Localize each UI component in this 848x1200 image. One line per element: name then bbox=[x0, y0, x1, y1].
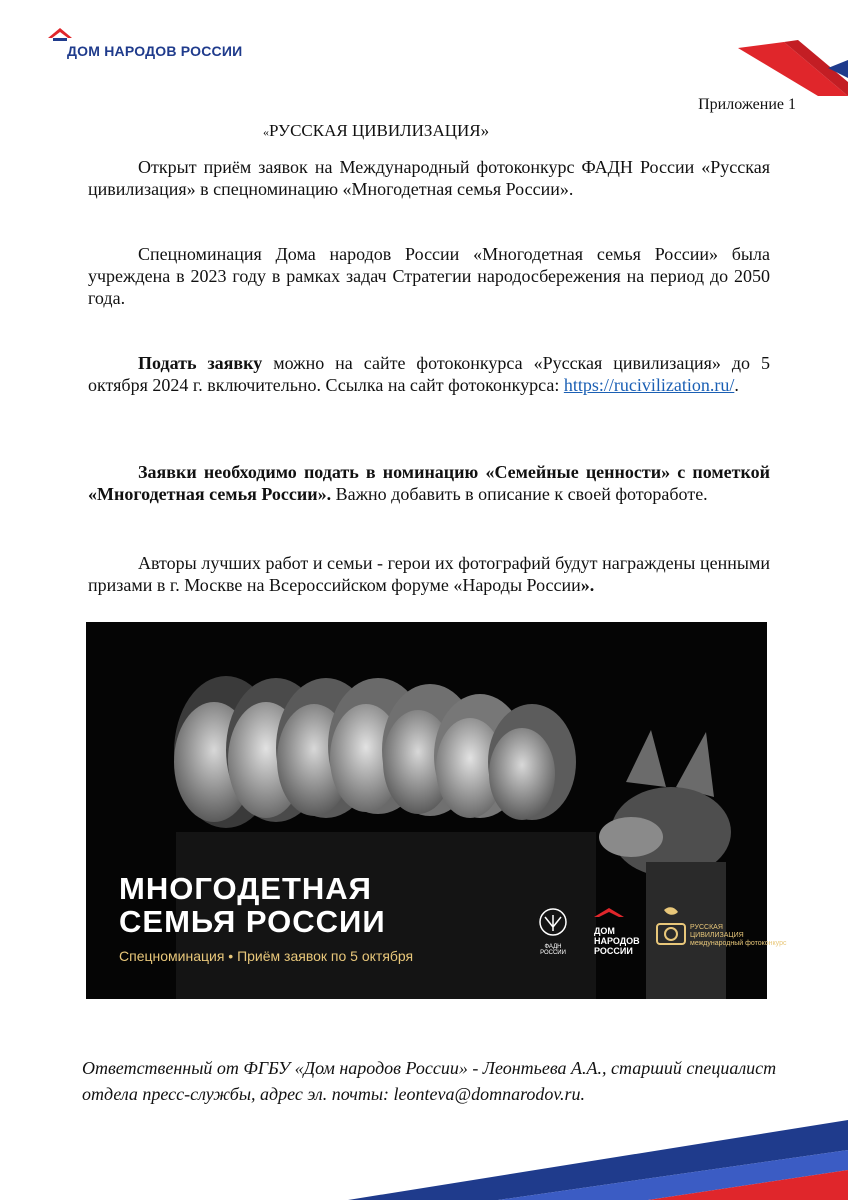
camera-icon bbox=[654, 906, 688, 948]
rucivilization-logo: РУССКАЯ ЦИВИЛИЗАЦИЯ международный фотоконкурс bbox=[654, 906, 754, 953]
fadn-logo: ФАДН РОССИИ bbox=[534, 907, 572, 956]
corner-decoration-bottom bbox=[348, 1110, 848, 1200]
paragraph-how-to-apply: Подать заявку можно на сайте фотоконкурса «Русская цивилизация» до 5 октября 2024 г. включительно. Ссылка на сайт фотоконкурса: https://rucivilization.ru/. bbox=[88, 353, 770, 395]
banner-title: МНОГОДЕТНАЯ СЕМЬЯ РОССИИ bbox=[119, 871, 386, 939]
paragraph-announcement: Открыт приём заявок на Международный фотоконкурс ФАДН России «Русская цивилизация» в спецноминацию «Многодетная семья России». bbox=[88, 157, 770, 199]
promo-banner bbox=[86, 622, 787, 999]
dom-narodov-banner-logo: ДОМ НАРОДОВ РОССИИ bbox=[594, 906, 652, 956]
corner-decoration-top bbox=[728, 38, 848, 98]
contest-website-link[interactable]: https://rucivilization.ru/ bbox=[563, 375, 735, 395]
house-roof-icon bbox=[594, 907, 624, 919]
contact-note: Ответственный от ФГБУ «Дом народов России» - Леонтьева А.А., старший специалист отдела пресс-службы, адрес эл. почты: leonteva@domnarodov.ru. bbox=[82, 1058, 777, 1104]
document-title: «РУССКАЯ ЦИВИЛИЗАЦИЯ» bbox=[263, 121, 490, 140]
dom-narodov-logo bbox=[48, 26, 268, 60]
appendix-label: Приложение 1 bbox=[698, 96, 796, 113]
logo-text: ДОМ НАРОДОВ РОССИИ bbox=[67, 43, 243, 59]
paragraph-awards: Авторы лучших работ и семьи - герои их фотографий будут награждены ценными призами в г. Москве на Всероссийском форуме «Народы России». bbox=[88, 553, 770, 595]
banner-subtitle: Спецноминация • Приём заявок по 5 октября bbox=[119, 948, 414, 964]
paragraph-application-rules: Заявки необходимо подать в номинацию «Семейные ценности» с пометкой «Многодетная семья России». Важно добавить в описание к своей фотоработе. bbox=[88, 462, 770, 504]
eagle-emblem-icon bbox=[536, 907, 570, 937]
paragraph-nomination-info: Спецноминация Дома народов России «Многодетная семья России» была учреждена в 2023 году в рамках задач Стратегии народосбережения на период до 2050 года. bbox=[88, 244, 770, 308]
